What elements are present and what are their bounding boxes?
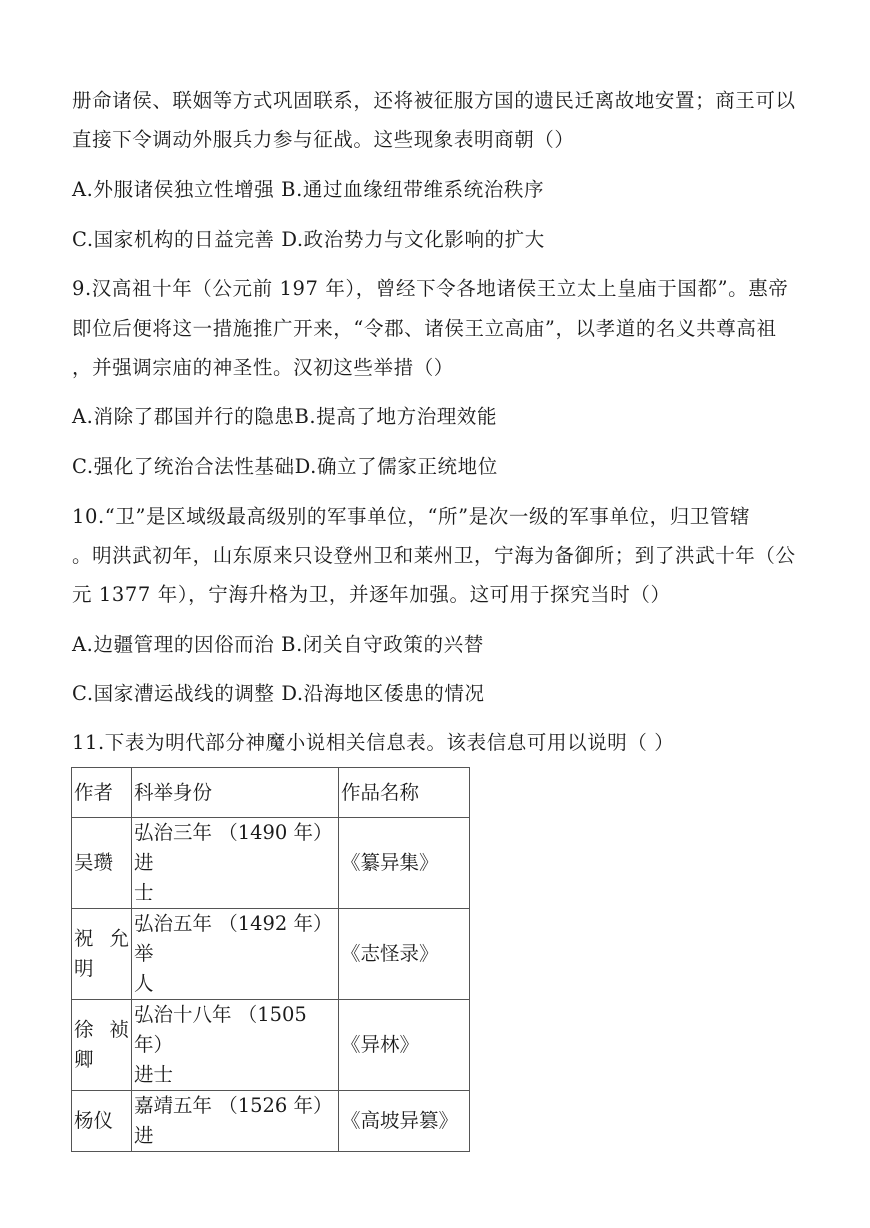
work-cell: 《异林》 (339, 1000, 470, 1091)
header-status: 科举身份 (132, 768, 339, 818)
table-row (72, 1000, 470, 1091)
text-line: 直接下令调动外服兵力参与征战。这些现象表明商朝（） (72, 128, 575, 151)
text-line: ，并强调宗庙的神圣性。汉初这些举措（） (72, 356, 454, 379)
table-header-row (72, 768, 470, 818)
text-line: 。明洪武初年，山东原来只设登州卫和莱州卫，宁海为备御所；到了洪武十年（公 (72, 544, 796, 567)
table-row (72, 909, 470, 1000)
text-line: 册命诸侯、联姻等方式巩固联系，还将被征服方国的遗民迁离故地安置；商王可以 (72, 89, 796, 112)
q10-options-cd: C.国家漕运战线的调整 D.沿海地区倭患的情况 (72, 682, 485, 705)
author-cell: 吴瓒 (72, 818, 132, 909)
author-cell: 祝 允 明 (72, 909, 132, 1000)
status-cell: 嘉靖五年 （1526 年）进 (132, 1091, 339, 1152)
q11-text: 11.下表为明代部分神魔小说相关信息表。该表信息可用以说明（ ） (72, 731, 675, 754)
status-cell: 弘治三年 （1490 年）进 士 (132, 818, 339, 909)
q9-text: 9.汉高祖十年（公元前 197 年），曾经下令各地诸侯王立太上皇庙于国都”。惠帝 (72, 277, 789, 300)
work-cell: 《志怪录》 (339, 909, 470, 1000)
header-work: 作品名称 (339, 768, 470, 818)
text-line: 元 1377 年），宁海升格为卫，并逐年加强。这可用于探究当时（） (72, 583, 671, 606)
q9-options-ab: A.消除了郡国并行的隐患B.提高了地方治理效能 (72, 405, 498, 428)
status-cell: 弘治五年 （1492 年）举 人 (132, 909, 339, 1000)
q10-options-ab: A.边疆管理的因俗而治 B.闭关自守政策的兴替 (72, 633, 484, 656)
table-row (72, 1091, 470, 1152)
q8-options-cd: C.国家机构的日益完善 D.政治势力与文化影响的扩大 (72, 228, 545, 251)
q10-text: 10.“卫”是区域级最高级别的军事单位，“所”是次一级的军事单位，归卫管辖 (72, 505, 751, 528)
novel-info-table (71, 767, 470, 1152)
text-line: 即位后便将这一措施推广开来，“令郡、诸侯王立高庙”，以孝道的名义共尊高祖 (72, 317, 777, 340)
table-row (72, 818, 470, 909)
status-cell: 弘治十八年 （1505 年） 进士 (132, 1000, 339, 1091)
author-cell: 徐 祯 卿 (72, 1000, 132, 1091)
work-cell: 《纂异集》 (339, 818, 470, 909)
header-author: 作者 (72, 768, 132, 818)
work-cell: 《高坡异篡》 (339, 1091, 470, 1152)
q8-options-ab: A.外服诸侯独立性增强 B.通过血缘纽带维系统治秩序 (72, 178, 545, 201)
q9-options-cd: C.强化了统治合法性基础D.确立了儒家正统地位 (72, 455, 498, 478)
author-cell: 杨仪 (72, 1091, 132, 1152)
